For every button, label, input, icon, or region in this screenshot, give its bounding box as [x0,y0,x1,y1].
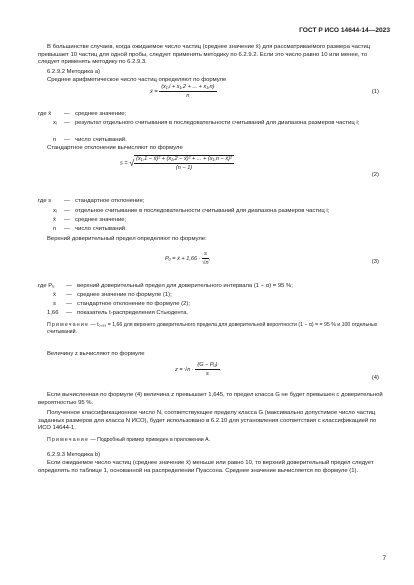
equation-number: (1) [371,89,379,95]
note-text: — t₀,₉₅ = 1,66 для верхнего доверительного предела для доверительной вероятности (1 − α) = = 95 % и 100 отдельных считываний. [47,322,378,335]
equation-tail: , [208,255,211,262]
fraction [159,84,216,99]
fraction-numerator: (x₁,1 − x̄)² + (x₁,2 − x̄)² + ... + (x₁,n − x̄)² [136,156,232,162]
where-dash: — [66,301,72,307]
fraction [134,155,234,171]
where-text: среднее значение по формуле (1); [77,292,172,298]
where-text: отдельное считывание в последовательности считываний для диапазона размеров частиц i; [75,208,330,214]
equation-lhs: Pᵤ = x̄ + 1,66 · [165,255,201,262]
fraction-denominator: n [186,93,190,99]
standard-header: ГОСТ Р ИСО 14644-14—2023 [299,27,390,34]
section-heading-6-2-9-3: 6.2.9.3 Методика b) [47,452,101,458]
equation-lhs: x̄ = [150,88,158,95]
where-text: результат отдельного считывания в последовательности считываний для диапазона размеров частиц i; [75,120,360,126]
formula-intro-upper-limit: Верхний доверительный предел определяют по формуле: [47,236,207,242]
equation-tail: . [219,366,222,373]
where-dash: — [64,226,70,232]
equation-lhs: z = √n · [175,366,194,373]
where-dash: — [64,137,70,143]
equation-number: (4) [371,375,379,381]
where-symbol: xᵢ [53,120,57,126]
paragraph-z-result: Если вычисленная по формуле (4) величина z превышает 1,645, то предел класса G не будет превышен с доверительной вероятностью 95 %. [38,392,383,406]
where-text: стандартное отклонение по формуле (2); [77,301,190,307]
note-label: Примечание [47,322,90,328]
equation-number: (2) [371,172,379,178]
where-dash: — [64,111,70,117]
where-symbol: x̄ [53,292,56,298]
where-text: число считываний. [75,137,127,143]
where-symbol: где s [38,198,52,204]
where-text: верхний доверительный предел для доверительного интервала (1 − α) = 95 %; [77,283,293,289]
fraction [195,362,219,377]
equation-mean [150,84,217,99]
where-dash: — [66,283,72,289]
page-number: 7 [382,555,386,562]
fraction-numerator: s [204,251,207,257]
where-dash: — [64,198,70,204]
where-text: среднее значение; [75,217,127,223]
where-symbol: x̄ [53,217,56,223]
fraction-numerator: (x₁,i + x₁,2 + ... + x₁,n) [161,84,215,90]
where-text: стандартное отклонение; [75,198,145,204]
where-dash: — [64,120,70,126]
where-dash: — [66,310,72,316]
fraction-denominator: √n [202,260,209,266]
where-symbol: где Pᵤ [38,283,55,289]
where-symbol: где x̄ [38,111,52,117]
equation-number: (3) [371,259,379,265]
where-symbol: 1,66 [47,310,59,316]
note-label: Примечание [47,437,90,443]
where-text: среднее значение; [75,111,127,117]
formula-intro-z: Величину z вычисляют по формуле [47,351,145,357]
where-symbol: xᵢ [53,208,57,214]
equation-lhs: s = [120,160,128,167]
formula-intro-mean: Среднее арифметическое число частиц определяют по формуле [47,77,227,83]
paragraph-method-b: Если ожидаемое число частиц (среднее значение x̄) меньше или равно 10, то верхний доверительный предел следует определять по таблице 1, основанной на распределении Пуассона. Среднее значение вычисляется по формуле (1). [38,460,374,474]
note-example [47,437,387,445]
where-symbol: n [53,226,57,232]
where-dash: — [66,292,72,298]
equation-stddev [120,155,234,171]
fraction-numerator: (G − Pᵤ) [197,362,218,368]
section-heading-6-2-9-2: 6.2.9.2 Методика a) [47,69,101,75]
paragraph-intro: В большинстве случаев, когда ожидаемое число частиц (среднее значение x̄) для рассматриваемого размера частиц превышает 10 частиц для одной пробы, следует применять методику по 6.2.9.2. Если это число равно 10 или менее, то следует применять методику по 6.2.9.3. [38,44,371,66]
fraction [202,251,209,266]
where-symbol: s [53,301,56,307]
where-dash: — [64,208,70,214]
where-text: число считываний. [75,226,127,232]
where-dash: — [64,217,70,223]
equation-z [175,362,221,377]
paragraph-classification: Полученное классификационное число N, соответствующее пределу класса G (максимально допустимое число частиц заданных размеров для класса N ИСО), будет использовано в 6.2.10 для установления соответствия с классификацией по ИСО 14644-1. [38,410,377,432]
fraction-denominator: (n − 1) [175,165,193,171]
formula-intro-stddev: Стандартное отклонение вычисляют по формуле [47,145,183,151]
sqrt-sign: √ [129,158,135,168]
where-text: показатель t-распределения Стьюдента. [77,310,189,316]
note-text: — Подробный пример приведен в приложении А. [90,437,211,443]
where-symbol: n [53,137,57,143]
fraction-denominator: s [206,371,209,377]
equation-upper-limit [165,251,210,266]
note-t-distribution [47,322,387,336]
